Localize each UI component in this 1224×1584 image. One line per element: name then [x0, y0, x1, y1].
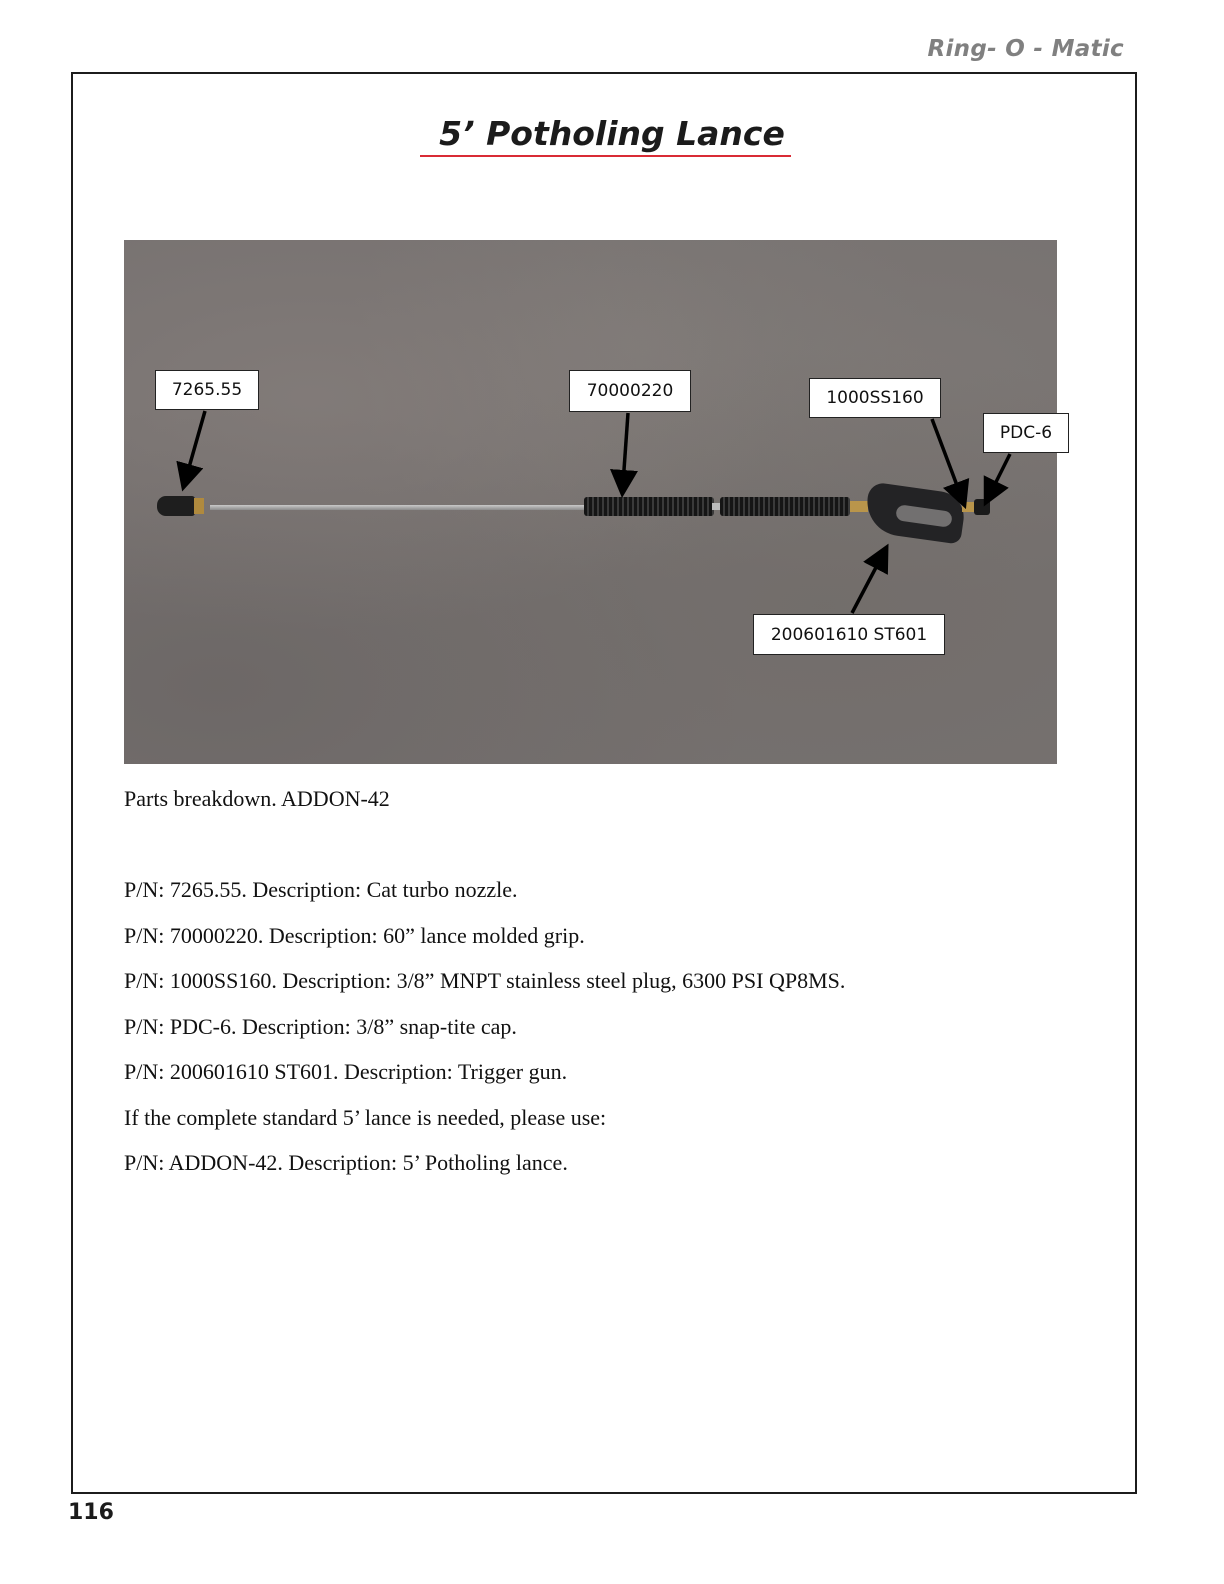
- lance-rod: [210, 505, 590, 510]
- callout-gun: 200601610 ST601: [753, 614, 945, 655]
- nozzle-fitting: [194, 498, 204, 514]
- parts-caption: Parts breakdown. ADDON-42: [124, 786, 390, 811]
- page-number: 116: [68, 1500, 114, 1525]
- callout-plug: 1000SS160: [809, 378, 941, 418]
- gun-inlet-fitting: [850, 501, 868, 512]
- molded-grip-rear: [720, 497, 850, 516]
- part-line: P/N: PDC-6. Description: 3/8” snap-tite cap.: [124, 1014, 517, 1039]
- callout-cap: PDC-6: [983, 413, 1069, 453]
- title-underline: [420, 155, 791, 157]
- page-title: 5’ Potholing Lance: [439, 114, 785, 153]
- part-line: P/N: 1000SS160. Description: 3/8” MNPT stainless steel plug, 6300 PSI QP8MS.: [124, 968, 846, 993]
- brand-header: Ring- O - Matic: [927, 36, 1124, 62]
- molded-grip-front: [584, 497, 714, 516]
- turbo-nozzle: [157, 496, 195, 516]
- callout-grip: 70000220: [569, 370, 691, 412]
- part-line: P/N: 200601610 ST601. Description: Trigger gun.: [124, 1059, 568, 1084]
- complete-lance-note: If the complete standard 5’ lance is needed, please use:: [124, 1105, 607, 1130]
- part-line: P/N: 70000220. Description: 60” lance molded grip.: [124, 923, 585, 948]
- complete-lance-part: P/N: ADDON-42. Description: 5’ Potholing lance.: [124, 1150, 568, 1175]
- stainless-plug: [962, 502, 974, 512]
- part-line: P/N: 7265.55. Description: Cat turbo nozzle.: [124, 877, 518, 902]
- callout-nozzle: 7265.55: [155, 370, 259, 410]
- snap-tite-cap: [974, 499, 990, 515]
